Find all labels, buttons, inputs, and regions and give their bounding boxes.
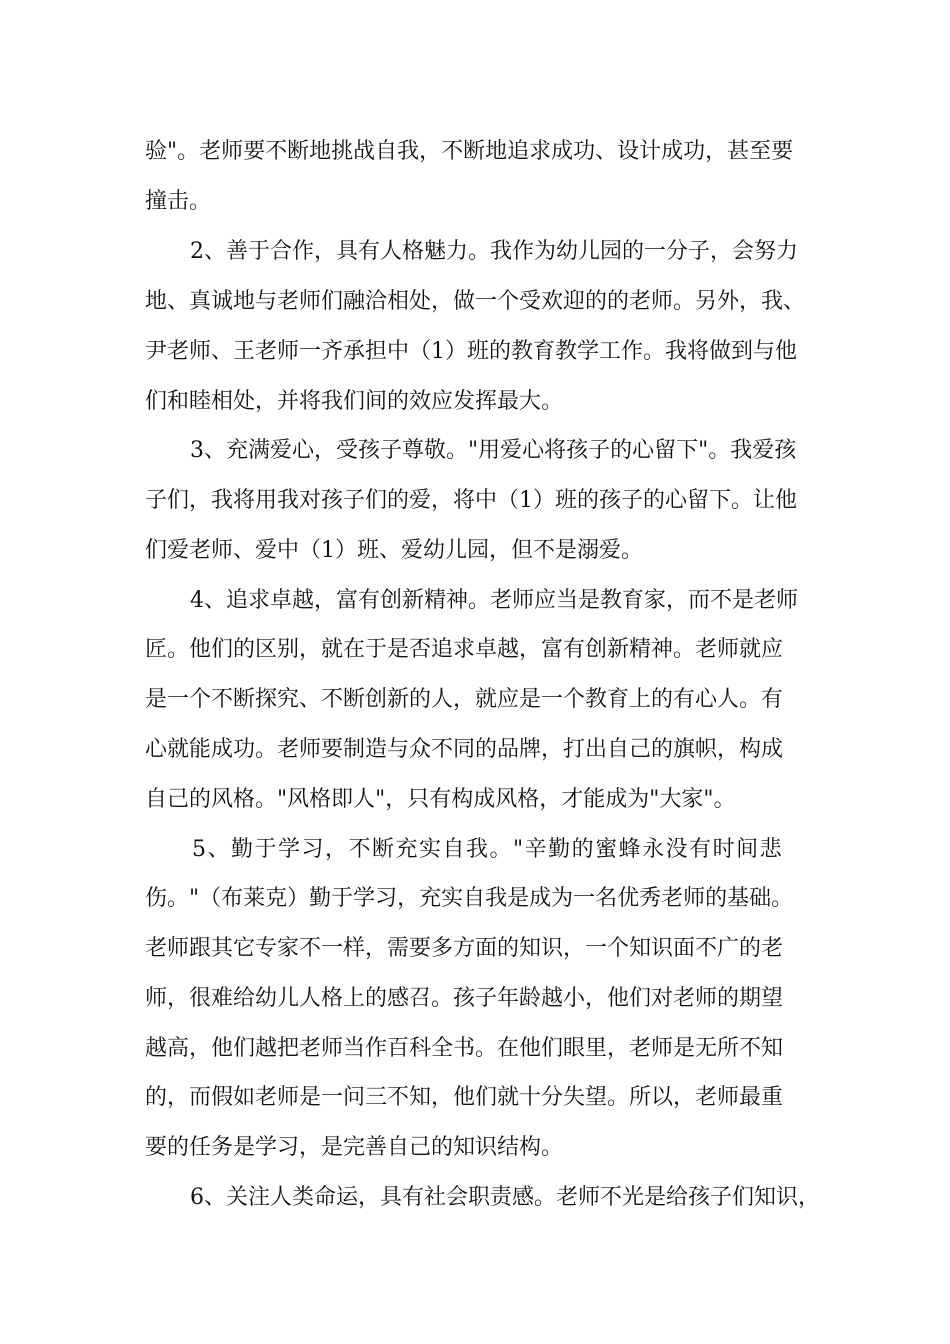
text-line: 是一个不断探究、不断创新的人，就应是一个教育上的有心人。有 bbox=[145, 687, 784, 712]
text-line: 越高，他们越把老师当作百科全书。在他们眼里，老师是无所不知 bbox=[145, 1036, 784, 1061]
text-line: 子们，我将用我对孩子们的爱，将中（1）班的孩子的心留下。让他 bbox=[145, 488, 797, 513]
paragraph-5-first-line: 5、勤于学习，不断充实自我。"辛勤的蜜蜂永没有时间悲 bbox=[192, 837, 784, 862]
text-line: 师，很难给幼儿人格上的感召。孩子年龄越小，他们对老师的期望 bbox=[145, 986, 784, 1011]
text-line: 心就能成功。老师要制造与众不同的品牌，打出自己的旗帜，构成 bbox=[145, 737, 784, 762]
text-line: 尹老师、王老师一齐承担中（1）班的教育教学工作。我将做到与他 bbox=[145, 339, 797, 364]
text-line: 老师跟其它专家不一样，需要多方面的知识，一个知识面不广的老 bbox=[145, 936, 784, 961]
text-line: 伤。"（布莱克）勤于学习，充实自我是成为一名优秀老师的基础。 bbox=[145, 886, 794, 911]
paragraph-3-first-line: 3、充满爱心，受孩子尊敬。"用爱心将孩子的心留下"。我爱孩 bbox=[190, 438, 797, 463]
text-line: 验"。老师要不断地挑战自我，不断地追求成功、设计成功，甚至要 bbox=[145, 139, 794, 164]
paragraph-4-first-line: 4、追求卓越，富有创新精神。老师应当是教育家，而不是老师 bbox=[190, 588, 798, 613]
paragraph-2-first-line: 2、善于合作，具有人格魅力。我作为幼儿园的一分子，会努力 bbox=[190, 239, 798, 264]
text-line: 撞击。 bbox=[145, 189, 212, 214]
text-line: 地、真诚地与老师们融洽相处，做一个受欢迎的的老师。另外，我、 bbox=[145, 289, 806, 314]
text-line: 们和睦相处，并将我们间的效应发挥最大。 bbox=[145, 389, 564, 414]
text-line: 自己的风格。"风格即人"，只有构成风格，才能成为"大家"。 bbox=[145, 787, 736, 812]
text-line: 匠。他们的区别，就在于是否追求卓越，富有创新精神。老师就应 bbox=[145, 637, 784, 662]
text-line: 要的任务是学习，是完善自己的知识结构。 bbox=[145, 1135, 564, 1160]
paragraph-6-first-line: 6、关注人类命运，具有社会职责感。老师不光是给孩子们知识， bbox=[190, 1185, 820, 1210]
text-line: 们爱老师、爱中（1）班、爱幼儿园，但不是溺爱。 bbox=[145, 538, 643, 563]
text-line: 的，而假如老师是一问三不知，他们就十分失望。所以，老师最重 bbox=[145, 1085, 784, 1110]
